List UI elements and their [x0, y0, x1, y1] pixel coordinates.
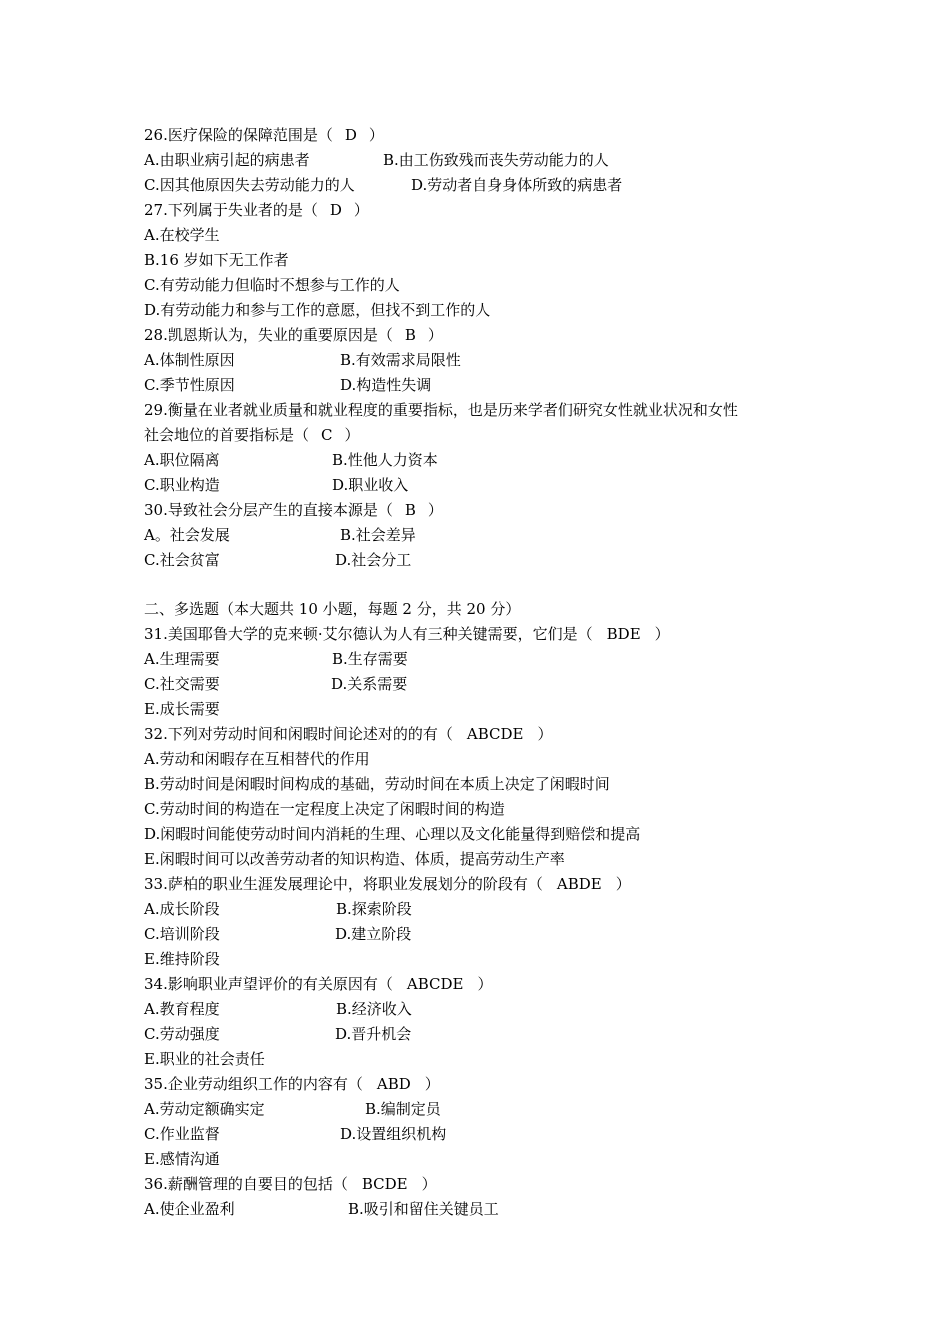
answer-text: BCDE [361, 1175, 408, 1193]
question-33 [144, 872, 824, 897]
question-stem: 36.薪酬管理的自要目的包括（ [144, 1175, 348, 1193]
option-a: A.由职业病引起的病患者 [144, 151, 310, 169]
option-e: E.职业的社会责任 [144, 1050, 265, 1068]
question-stem: 27.下列属于失业者的是（ [144, 201, 318, 219]
answer-text: BDE [606, 625, 641, 643]
close-paren: ） [344, 426, 360, 444]
question-stem: 28.凯恩斯认为，失业的重要原因是（ [144, 326, 393, 344]
option-a: A.生理需要 [144, 650, 220, 668]
option-c: C.社会贫富 [144, 551, 220, 569]
option-c: C.季节性原因 [144, 376, 235, 394]
options-row [144, 523, 824, 548]
question-stem: 32.下列对劳动时间和闲暇时间论述对的的有（ [144, 725, 453, 743]
option-b: B.性他人力资本 [332, 451, 438, 469]
close-paren: ） [537, 725, 553, 743]
answer-text: C [321, 426, 333, 444]
question-36 [144, 1172, 824, 1197]
options-row [144, 1122, 824, 1147]
option-b: B.吸引和留住关键员工 [348, 1200, 499, 1218]
option-c: C.有劳动能力但临时不想参与工作的人 [144, 276, 400, 294]
question-stem: 33.萨柏的职业生涯发展理论中，将职业发展划分的阶段有（ [144, 875, 543, 893]
option-a: A.劳动和闲暇存在互相替代的作用 [144, 750, 370, 768]
question-26 [144, 123, 824, 148]
close-paren: ） [654, 625, 670, 643]
option-d: D.晋升机会 [335, 1025, 412, 1043]
option-e: E.感情沟通 [144, 1150, 220, 1168]
option-d: D.劳动者自身身体所致的病患者 [411, 176, 623, 194]
option-b: B.有效需求局限性 [340, 351, 461, 369]
options-row [144, 548, 824, 573]
option-a: A.教育程度 [144, 1000, 220, 1018]
spacer [144, 573, 824, 597]
close-paren: ） [615, 875, 631, 893]
options-row [144, 373, 824, 398]
close-paren: ） [477, 975, 493, 993]
exam-content [144, 123, 824, 1222]
question-30 [144, 498, 824, 523]
question-29: 29.衡量在业者就业质量和就业程度的重要指标，也是历来学者们研究女性就业状况和女性 [144, 401, 738, 419]
question-34 [144, 972, 824, 997]
question-stem: 34.影响职业声望评价的有关原因有（ [144, 975, 393, 993]
option-c: C.劳动时间的构造在一定程度上决定了闲暇时间的构造 [144, 800, 505, 818]
option-b: B.编制定员 [365, 1100, 441, 1118]
answer-text: B [404, 501, 416, 519]
option-c: C.劳动强度 [144, 1025, 220, 1043]
option-d: D.闲暇时间能使劳动时间内消耗的生理、心理以及文化能量得到赔偿和提高 [144, 825, 641, 843]
answer-text: ABDE [556, 875, 602, 893]
close-paren: ） [427, 501, 443, 519]
answer-text: ABCDE [406, 975, 464, 993]
close-paren: ） [427, 326, 443, 344]
option-a: A。社会发展 [144, 526, 230, 544]
option-e: E.维持阶段 [144, 950, 220, 968]
options-row [144, 173, 824, 198]
option-c: C.社交需要 [144, 675, 220, 693]
section-heading: 二、多选题（本大题共 10 小题，每题 2 分，共 20 分） [144, 600, 521, 618]
question-27 [144, 198, 824, 223]
options-row [144, 473, 824, 498]
option-b: B.由工伤致残而丧失劳动能力的人 [383, 151, 609, 169]
option-d: D.职业收入 [332, 476, 409, 494]
option-b: B.劳动时间是闲暇时间构成的基础，劳动时间在本质上决定了闲暇时间 [144, 775, 610, 793]
option-d: D.设置组织机构 [340, 1125, 447, 1143]
options-row [144, 997, 824, 1022]
options-row [144, 897, 824, 922]
options-row [144, 1022, 824, 1047]
option-b: B.16 岁如下无工作者 [144, 251, 289, 269]
answer-text: D [329, 201, 342, 219]
question-stem: 35.企业劳动组织工作的内容有（ [144, 1075, 363, 1093]
options-row [144, 647, 824, 672]
question-35 [144, 1072, 824, 1097]
close-paren: ） [368, 126, 384, 144]
question-stem: 社会地位的首要指标是（ [144, 426, 310, 444]
options-row [144, 348, 824, 373]
question-stem: 30.导致社会分层产生的直接本源是（ [144, 501, 393, 519]
option-d: D.社会分工 [335, 551, 412, 569]
option-c: C.职业构造 [144, 476, 220, 494]
option-a: A.使企业盈利 [144, 1200, 235, 1218]
close-paren: ） [424, 1075, 440, 1093]
answer-text: ABD [376, 1075, 411, 1093]
answer-text: ABCDE [466, 725, 524, 743]
option-b: B.探索阶段 [336, 900, 412, 918]
option-e: E.闲暇时间可以改善劳动者的知识构造、体质，提高劳动生产率 [144, 850, 565, 868]
option-a: A.成长阶段 [144, 900, 220, 918]
option-c: C.作业监督 [144, 1125, 220, 1143]
options-row [144, 1097, 824, 1122]
question-stem: 31.美国耶鲁大学的克来顿·艾尔德认为人有三种关键需要，它们是（ [144, 625, 593, 643]
question-28 [144, 323, 824, 348]
option-b: B.经济收入 [336, 1000, 412, 1018]
option-b: B.生存需要 [332, 650, 408, 668]
options-row [144, 672, 824, 697]
answer-text: D [344, 126, 357, 144]
option-a: A.劳动定额确实定 [144, 1100, 265, 1118]
question-29-cont [144, 423, 824, 448]
question-32 [144, 722, 824, 747]
option-e: E.成长需要 [144, 700, 220, 718]
answer-text: B [404, 326, 416, 344]
options-row [144, 448, 824, 473]
option-a: A.在校学生 [144, 226, 220, 244]
option-a: A.职位隔离 [144, 451, 220, 469]
option-c: C.因其他原因失去劳动能力的人 [144, 176, 355, 194]
options-row [144, 922, 824, 947]
option-c: C.培训阶段 [144, 925, 220, 943]
option-a: A.体制性原因 [144, 351, 235, 369]
close-paren: ） [421, 1175, 437, 1193]
question-31 [144, 622, 824, 647]
option-b: B.社会差异 [340, 526, 416, 544]
option-d: D.构造性失调 [340, 376, 432, 394]
question-stem: 26.医疗保险的保障范围是（ [144, 126, 333, 144]
close-paren: ） [353, 201, 369, 219]
option-d: D.建立阶段 [335, 925, 412, 943]
option-d: D.关系需要 [331, 675, 408, 693]
options-row [144, 148, 824, 173]
option-d: D.有劳动能力和参与工作的意愿，但找不到工作的人 [144, 301, 491, 319]
options-row [144, 1197, 824, 1222]
